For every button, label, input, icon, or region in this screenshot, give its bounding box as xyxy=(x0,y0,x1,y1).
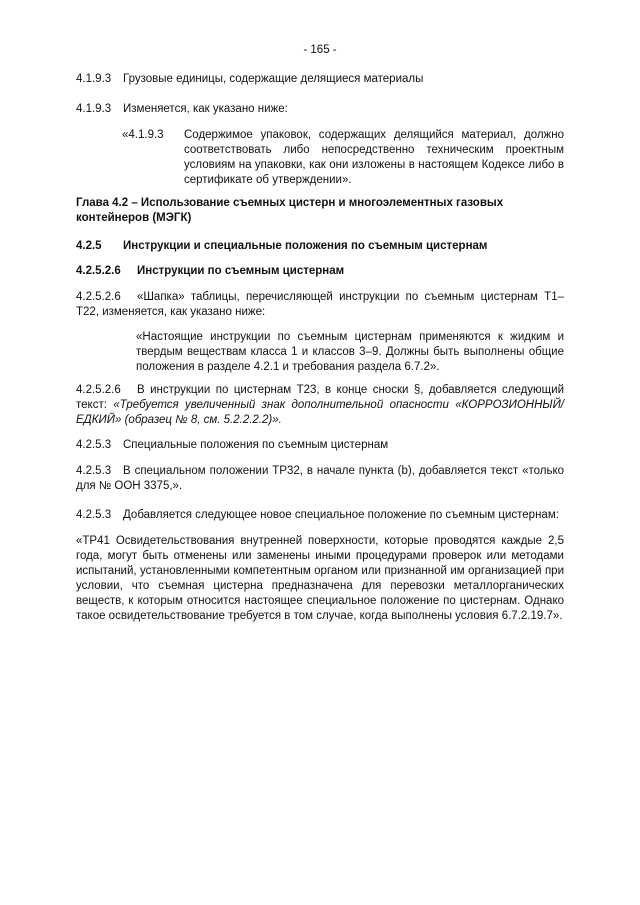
paragraph-4-1-9-3-title xyxy=(76,72,564,87)
section-number: «4.1.9.3 xyxy=(122,129,164,141)
section-number: 4.2.5.2.6 xyxy=(76,291,121,303)
paragraph-tp32 xyxy=(76,464,564,494)
section-heading-4-2-5-2-6 xyxy=(76,264,564,279)
section-number: 4.2.5.3 xyxy=(76,439,112,451)
paragraph-text: Содержимое упаковок, содержащих делящийся материал, должно соответствовать либо непосредственно техническим проектным условиям на упаковки, как они изложены в настоящем Кодексе либо в сертификате об утверждении». xyxy=(184,129,564,186)
paragraph-text: Специальные положения по съемным цистернам xyxy=(123,439,389,451)
paragraph-tp41: «TP41 Освидетельствования внутренней поверхности, которые проводятся каждые 2,5 года, могут быть отменены или заменены иными процедурами проверок или методами испытаний, установленными компетентным органом или признанной им организацией при условии, что съемная цистерна предназначена для перевозки металлорганических веществ, к которым относится настоящее специальное положение по цистернам. Однако такое освидетельствование требуется в том случае, когда выполнены условия 6.7.2.19.7». xyxy=(76,535,564,622)
paragraph-text: В инструкции по цистернам T23, в конце сноски §, добавляется следующий текст: xyxy=(76,384,564,411)
quoted-amendment-4-1-9-3 xyxy=(122,128,564,190)
paragraph-4-2-5-3-title xyxy=(76,438,564,453)
page-number: - 165 - xyxy=(303,44,337,56)
section-number: 4.2.5.3 xyxy=(76,509,112,521)
paragraph-text: Добавляется следующее новое специальное положение по съемным цистернам: xyxy=(123,509,559,521)
paragraph-text: Изменяется, как указано ниже: xyxy=(123,103,288,115)
quoted-instruction-text: «Настоящие инструкции по съемным цистернам применяются к жидким и твердым веществам класса 1 и классов 3–9. Должны быть выполнены общие положения в разделе 4.2.1 и требования раздела 6.7.2». xyxy=(136,331,564,373)
heading-text: Инструкции и специальные положения по съемным цистернам xyxy=(123,240,488,252)
section-number: 4.2.5.3 xyxy=(76,465,112,477)
paragraph-italic-text: «Требуется увеличенный знак дополнительной опасности «КОРРОЗИОННЫЙ/ ЕДКИЙ» (образец № 8, см. 5.2.2.2.2)». xyxy=(76,399,564,426)
section-number: 4.2.5.2.6 xyxy=(76,265,121,277)
paragraph-4-1-9-3-amend xyxy=(76,102,564,117)
paragraph-new-provision xyxy=(76,508,564,523)
section-number: 4.2.5.2.6 xyxy=(76,384,121,396)
heading-text: Инструкции по съемным цистернам xyxy=(137,265,345,277)
paragraph-t23-footnote xyxy=(76,383,564,428)
section-number: 4.1.9.3 xyxy=(76,103,112,115)
section-number: 4.1.9.3 xyxy=(76,73,112,85)
section-number: 4.2.5 xyxy=(76,240,102,252)
paragraph-text: Грузовые единицы, содержащие делящиеся материалы xyxy=(123,73,424,85)
section-heading-4-2-5 xyxy=(76,239,564,254)
chapter-heading: Глава 4.2 – Использование съемных цистерн и многоэлементных газовых контейнеров (МЭГК) xyxy=(76,197,504,224)
paragraph-text: «Шапка» таблицы, перечисляющей инструкции по съемным цистернам T1–T22, изменяется, как указано ниже: xyxy=(76,291,564,318)
paragraph-text: В специальном положении TP32, в начале пункта (b), добавляется текст «только для № ООН 3375,». xyxy=(76,465,564,492)
paragraph-table-header xyxy=(76,290,564,320)
